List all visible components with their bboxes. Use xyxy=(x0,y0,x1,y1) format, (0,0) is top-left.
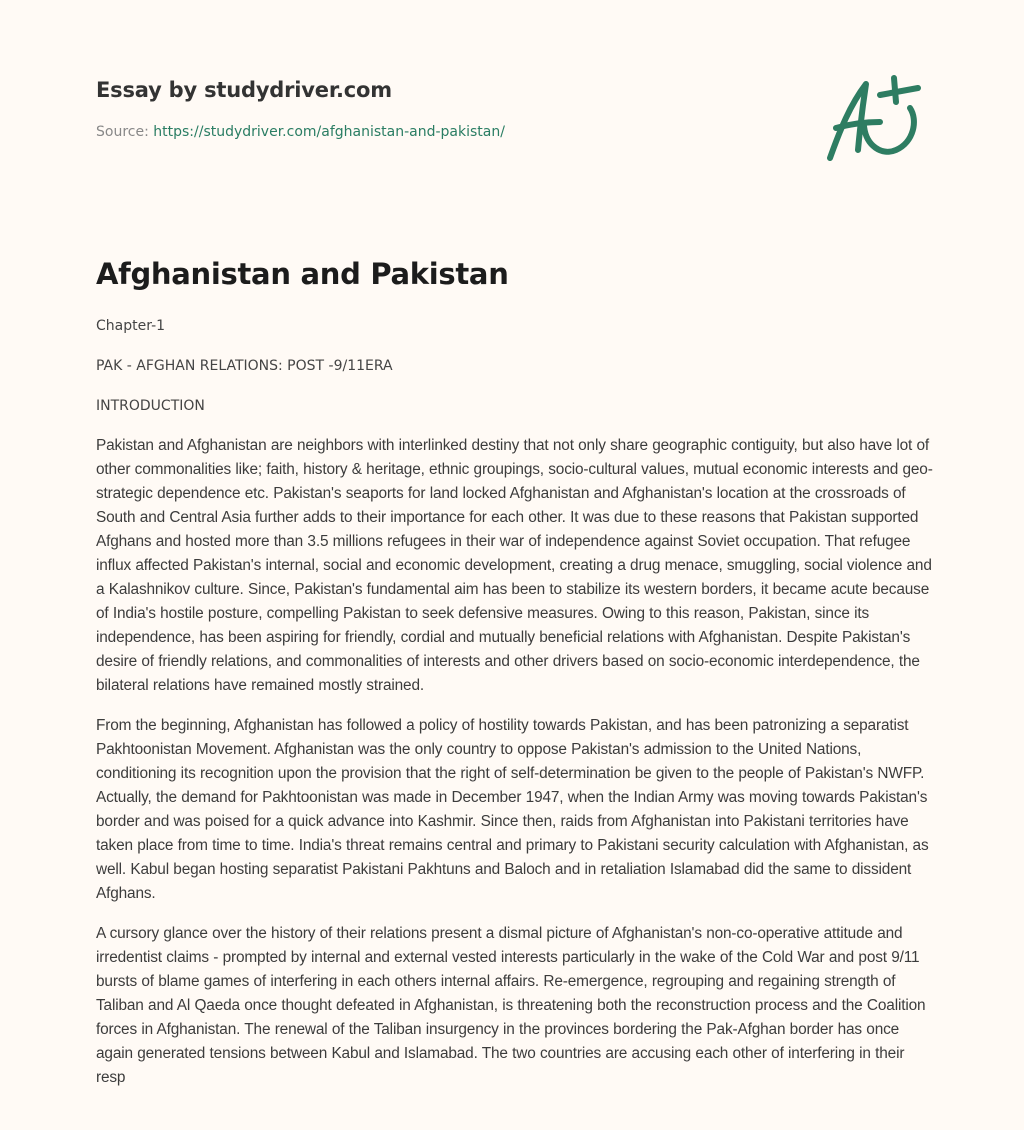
chapter-label: Chapter-1 xyxy=(96,318,166,334)
source-line xyxy=(96,122,796,142)
subtitle-label: PAK - AFGHAN RELATIONS: POST -9/11ERA xyxy=(96,358,393,374)
essay-header xyxy=(96,76,796,142)
a-plus-grade-icon xyxy=(822,70,927,165)
section-heading: INTRODUCTION xyxy=(96,398,205,414)
source-label: Source: xyxy=(96,124,149,140)
paragraph: A cursory glance over the history of their relations present a dismal picture of Afghanistan's non-co-operative attitude and irredentist claims - prompted by internal and external vested interests particularly in the wake of the Cold War and post 9/11 bursts of blame games of interfering in each others internal affairs. Re-emergence, regrouping and regaining strength of Taliban and Al Qaeda once thought defeated in Afghanistan, is threatening both the reconstruction process and the Coalition forces in Afghanistan. The renewal of the Taliban insurgency in the provinces bordering the Pak-Afghan border has once again generated tensions between Kabul and Islamabad. The two countries are accusing each other of interfering in their resp xyxy=(96,925,926,1086)
document-body xyxy=(96,314,936,1106)
brand-title: Essay by studydriver.com xyxy=(96,78,392,102)
document-title: Afghanistan and Pakistan xyxy=(96,257,509,291)
paragraph: Pakistan and Afghanistan are neighbors with interlinked destiny that not only share geographic contiguity, but also have lot of other commonalities like; faith, history & heritage, ethnic groupings, socio-cultural values, mutual economic interests and geo-strategic dependence etc. Pakistan's seaports for land locked Afghanistan and Afghanistan's location at the crossroads of South and Central Asia further adds to their importance for each other. It was due to these reasons that Pakistan supported Afghans and hosted more than 3.5 millions refugees in their war of independence against Soviet occupation. That refugee influx affected Pakistan's internal, social and economic development, creating a drug menace, smuggling, social violence and a Kalashnikov culture. Since, Pakistan's fundamental aim has been to stabilize its western borders, it became acute because of India's hostile posture, compelling Pakistan to seek defensive measures. Owing to this reason, Pakistan, since its independence, has been aspiring for friendly, cordial and mutually beneficial relations with Afghanistan. Despite Pakistan's desire of friendly relations, and commonalities of interests and other drivers based on socio-economic interdependence, the bilateral relations have remained mostly strained. xyxy=(96,437,933,694)
paragraph: From the beginning, Afghanistan has followed a policy of hostility towards Pakistan, and has been patronizing a separatist Pakhtoonistan Movement. Afghanistan was the only country to oppose Pakistan's admission to the United Nations, conditioning its recognition upon the provision that the right of self-determination be given to the people of Pakistan's NWFP. Actually, the demand for Pakhtoonistan was made in December 1947, when the Indian Army was moving towards Pakistan's border and was poised for a quick advance into Kashmir. Since then, raids from Afghanistan into Pakistani territories have taken place from time to time. India's threat remains central and primary to Pakistani security calculation with Afghanistan, as well. Kabul began hosting separatist Pakistani Pakhtuns and Baloch and in retaliation Islamabad did the same to dissident Afghans. xyxy=(96,717,929,902)
source-link[interactable]: https://studydriver.com/afghanistan-and-pakistan/ xyxy=(153,124,505,140)
